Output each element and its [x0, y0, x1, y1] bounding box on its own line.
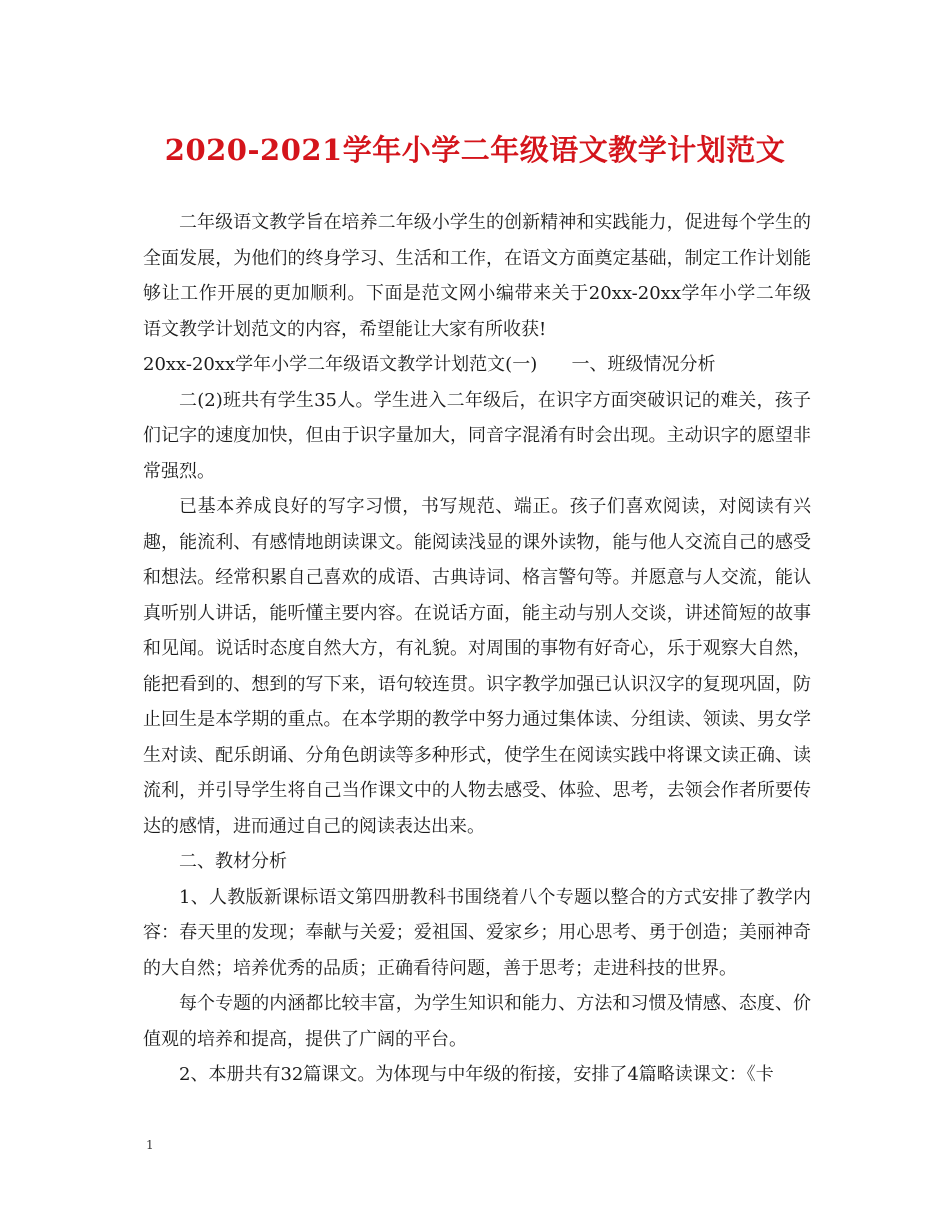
paragraph-lesson-count: 2、本册共有32篇课文。为体现与中年级的衔接，安排了4篇略读课文：《卡	[179, 1064, 774, 1085]
paragraph-section-heading: 20xx-20xx学年小学二年级语文教学计划范文(一) 一、班级情况分析	[143, 354, 716, 375]
document-body	[143, 205, 811, 1093]
paragraph-class-size: 二(2)班共有学生35人。学生进入二年级后，在识字方面突破识记的难关，孩子们记字的速度加快，但由于识字量加大，同音字混淆有时会出现。主动识字的愿望非常强烈。	[143, 389, 811, 482]
paragraph-habits: 已基本养成良好的写字习惯，书写规范、端正。孩子们喜欢阅读，对阅读有兴趣，能流利、有感情地朗读课文。能阅读浅显的课外读物，能与他人交流自己的感受和想法。经常积累自己喜欢的成语、古典诗词、格言警句等。并愿意与人交流，能认真听别人讲话，能听懂主要内容。在说话方面，能主动与别人交谈，讲述简短的故事和见闻。说话时态度自然大方，有礼貌。对周围的事物有好奇心，乐于观察大自然，能把看到的、想到的写下来，语句较连贯。识字教学加强已认识汉字的复现巩固，防止回生是本学期的重点。在本学期的教学中努力通过集体读、分组读、领读、男女学生对读、配乐朗诵、分角色朗读等多种形式，使学生在阅读实践中将课文读正确、读流利，并引导学生将自己当作课文中的人物去感受、体验、思考，去领会作者所要传达的感情，进而通过自己的阅读表达出来。	[143, 496, 811, 837]
paragraph-textbook-topics: 1、人教版新课标语文第四册教科书围绕着八个专题以整合的方式安排了教学内容：春天里的发现；奉献与关爱；爱祖国、爱家乡；用心思考、勇于创造；美丽神奇的大自然；培养优秀的品质；正确看待问题，善于思考；走进科技的世界。	[143, 886, 811, 979]
document-title: 2020-2021学年小学二年级语文教学计划范文	[164, 133, 786, 167]
paragraph-textbook-heading: 二、教材分析	[179, 851, 287, 872]
paragraph-topic-meaning: 每个专题的内涵都比较丰富，为学生知识和能力、方法和习惯及情感、态度、价值观的培养和提高，提供了广阔的平台。	[143, 993, 811, 1050]
page-number: 1	[146, 1138, 154, 1152]
paragraph-intro: 二年级语文教学旨在培养二年级小学生的创新精神和实践能力，促进每个学生的全面发展，为他们的终身学习、生活和工作，在语文方面奠定基础，制定工作计划能够让工作开展的更加顺利。下面是范文网小编带来关于20xx-20xx学年小学二年级语文教学计划范文的内容，希望能让大家有所收获!	[143, 212, 811, 340]
